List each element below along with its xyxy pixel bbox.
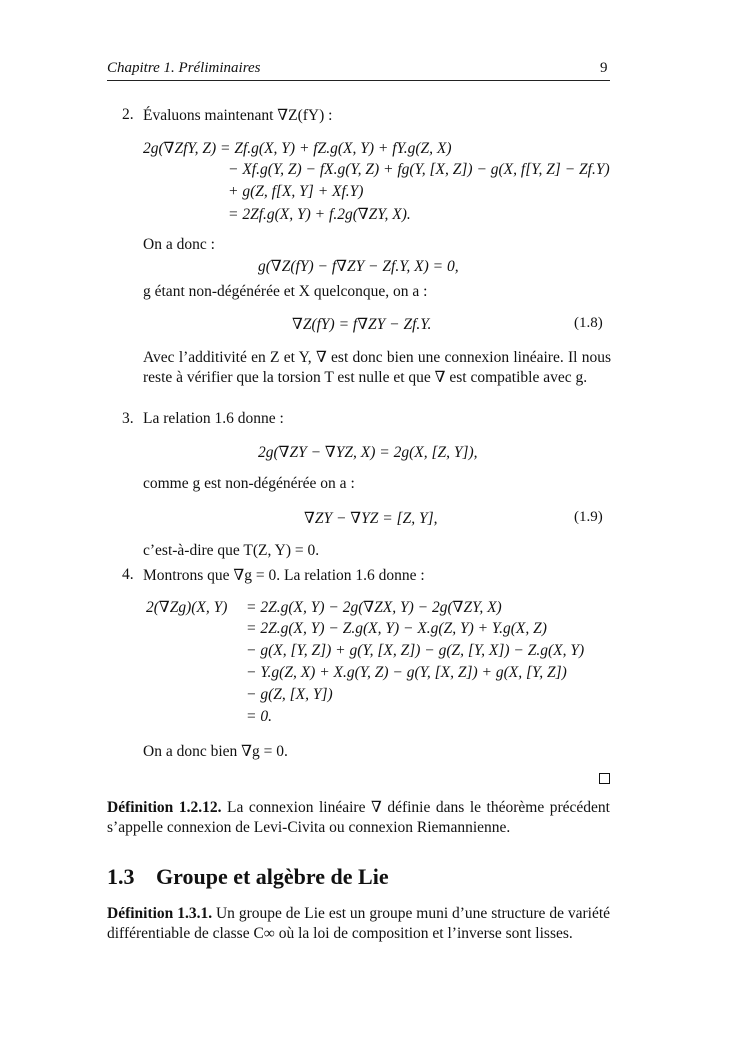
section-number: 1.3	[107, 864, 135, 889]
qed-square-icon	[599, 773, 610, 784]
page-number: 9	[600, 60, 608, 76]
item-3-number: 3.	[122, 410, 134, 427]
item-2-conclusion: Avec l’additivité en Z et Y, ∇ est donc bien une connexion linéaire. Il nous reste à vérifier que la torsion T est nulle et que ∇ est compatible avec g.	[143, 349, 611, 386]
item-2-intro: Évaluons maintenant ∇Z(fY) :	[143, 107, 333, 124]
definition-1-2-12	[107, 798, 610, 838]
equation-1-8: ∇Z(fY) = f∇ZY − Zf.Y.	[292, 316, 432, 333]
section-title: Groupe et algèbre de Lie	[156, 864, 389, 889]
item-4-eq-line-1: = 2Z.g(X, Y) − 2g(∇ZX, Y) − 2g(∇ZY, X)	[246, 599, 502, 616]
equation-number-1-8: (1.8)	[574, 315, 603, 331]
item-3-equation: 2g(∇ZY − ∇YZ, X) = 2g(X, [Z, Y]),	[258, 444, 478, 461]
item-4-eq-lhs: 2(∇Zg)(X, Y)	[146, 599, 228, 616]
definition-1-2-12-label: Définition 1.2.12.	[107, 799, 222, 816]
item-4-eq-line-6: = 0.	[246, 708, 272, 725]
item-2-nondegenerate-text: g étant non-dégénérée et X quelconque, on a :	[143, 283, 428, 300]
item-2-eq-line-2: − Xf.g(Y, Z) − fX.g(Y, Z) + fg(Y, [X, Z]) − g(X, f[Y, Z] − Zf.Y)	[228, 161, 610, 178]
definition-1-3-1-label: Définition 1.3.1.	[107, 905, 213, 922]
item-2-donc-equation: g(∇Z(fY) − f∇ZY − Zf.Y, X) = 0,	[258, 258, 459, 275]
item-4-eq-line-2: = 2Z.g(X, Y) − Z.g(X, Y) − X.g(Z, Y) + Y.g(X, Z)	[246, 620, 547, 637]
definition-1-2-12-text: La connexion linéaire ∇ définie dans le théorème précédent s’appelle connexion de Levi-Civita ou connexion Riemannienne.	[107, 799, 610, 836]
item-2-donc-label: On a donc :	[143, 236, 215, 253]
item-4-eq-line-4: − Y.g(Z, X) + X.g(Y, Z) − g(Y, [X, Z]) + g(X, [Y, Z])	[246, 664, 567, 681]
item-4-eq-line-3: − g(X, [Y, Z]) + g(Y, [X, Z]) − g(Z, [Y, X]) − Z.g(X, Y)	[246, 642, 585, 659]
header-rule	[107, 80, 610, 81]
item-2-eq-line-4: = 2Zf.g(X, Y) + f.2g(∇ZY, X).	[228, 206, 411, 223]
item-3-nondegenerate-text: comme g est non-dégénérée on a :	[143, 475, 355, 492]
item-2-eq-line-3: + g(Z, f[X, Y] + Xf.Y)	[228, 183, 364, 200]
running-header-chapter: Chapitre 1. Préliminaires	[107, 60, 261, 76]
equation-1-9: ∇ZY − ∇YZ = [Z, Y],	[304, 510, 438, 527]
item-2-eq-line-1: 2g(∇ZfY, Z) = Zf.g(X, Y) + fZ.g(X, Y) + fY.g(Z, X)	[143, 140, 452, 157]
section-heading	[107, 864, 389, 890]
item-4-intro: Montrons que ∇g = 0. La relation 1.6 donne :	[143, 567, 425, 584]
item-4-number: 4.	[122, 566, 134, 583]
item-3-conclusion: c’est-à-dire que T(Z, Y) = 0.	[143, 542, 320, 559]
equation-number-1-9: (1.9)	[574, 509, 603, 525]
item-4-conclusion: On a donc bien ∇g = 0.	[143, 743, 288, 760]
item-4-eq-line-5: − g(Z, [X, Y])	[246, 686, 333, 703]
definition-1-3-1-text: Un groupe de Lie est un groupe muni d’une structure de variété différentiable de classe C∞ où la loi de composition et l’inverse sont lisses.	[107, 905, 611, 942]
definition-1-3-1	[107, 904, 610, 944]
item-2-number: 2.	[122, 106, 134, 123]
item-3-intro: La relation 1.6 donne :	[143, 410, 284, 427]
